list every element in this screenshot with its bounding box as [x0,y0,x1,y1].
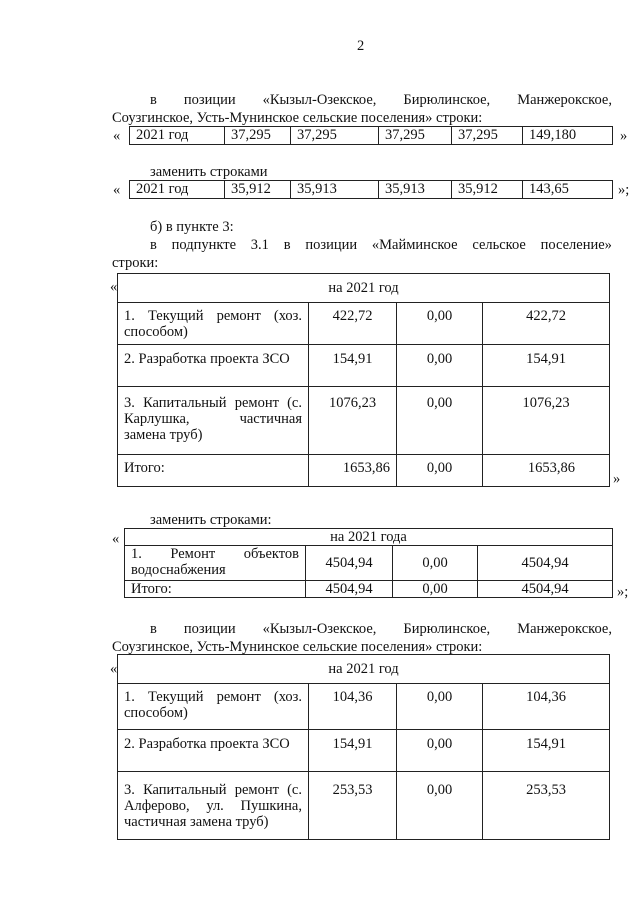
table-cell: 37,295 [225,127,291,145]
close-quote: » [620,128,628,144]
word: в [283,237,291,253]
cell-value: 0,00 [393,546,478,581]
table-header-row [118,655,610,684]
table-cell: 37,295 [379,127,452,145]
sub31-line1 [150,237,612,253]
cell-value: 0,00 [397,387,483,455]
table-cell: 2021 год [130,127,225,145]
cell-value: 104,36 [309,684,397,730]
table-row [118,345,610,387]
row-label: 1. Текущий ремонт (хоз. способом) [118,303,309,345]
cell-value: 0,00 [397,772,483,840]
row-label: Итого: [118,455,309,487]
row-label: 1. Текущий ремонт (хоз. способом) [118,684,309,730]
table-cell: 35,912 [452,181,523,199]
cell-value: 0,00 [397,303,483,345]
open-quote: « [112,531,120,547]
word: Бирюлинское, [403,621,491,637]
values-table-2 [129,180,613,199]
table-cell: 37,295 [291,127,379,145]
table-cell: 2021 год [130,181,225,199]
table-row [130,181,613,199]
row-label: 3. Капитальный ремонт (с. Карлушка, частичная замена труб) [118,387,309,455]
word: Бирюлинское, [403,92,491,108]
cell-value: 422,72 [309,303,397,345]
table-row [118,387,610,455]
block4-line1 [150,621,612,637]
table-row [118,730,610,772]
cell-value: 1653,86 [309,455,397,487]
word: в [150,621,157,637]
table-total-row [125,581,613,598]
word: «Майминское [371,237,458,253]
open-quote: « [110,661,118,677]
sub31-line2: строки: [112,255,159,271]
replace-intro-2: заменить строками: [150,512,272,528]
open-quote: « [113,128,121,144]
close-quote: »; [617,584,629,600]
block1-line2: Соузгинское, Усть-Мунинское сельские поселения» строки: [112,110,483,126]
cell-value: 154,91 [309,730,397,772]
cell-value: 0,00 [397,730,483,772]
row-label: 2. Разработка проекта ЗСО [118,730,309,772]
table-cell: 143,65 [523,181,613,199]
cell-value: 0,00 [397,455,483,487]
table-header-row [125,529,613,546]
cell-value: 154,91 [309,345,397,387]
cell-value: 154,91 [483,730,610,772]
table-cell: 149,180 [523,127,613,145]
table-row [118,303,610,345]
cell-value: 4504,94 [306,581,393,598]
table-header: на 2021 год [118,274,610,303]
cell-value: 154,91 [483,345,610,387]
word: в [150,237,157,253]
cell-value: 0,00 [397,684,483,730]
table-header: на 2021 год [118,655,610,684]
word: «Кызыл-Озекское, [262,621,377,637]
word: Манжерокское, [517,92,612,108]
cell-value: 1076,23 [309,387,397,455]
point-b: б) в пункте 3: [150,219,234,235]
cell-value: 4504,94 [306,546,393,581]
cell-value: 253,53 [309,772,397,840]
word: позиции [183,621,236,637]
table-row [130,127,613,145]
word: подпункте [171,237,237,253]
cell-value: 1653,86 [483,455,610,487]
word: сельское [472,237,526,253]
cell-value: 4504,94 [478,546,613,581]
word: в [150,92,157,108]
word: «Кызыл-Озекское, [262,92,377,108]
close-quote: »; [618,182,630,198]
open-quote: « [110,279,118,295]
cell-value: 4504,94 [478,581,613,598]
table-cell: 35,912 [225,181,291,199]
table-cell: 35,913 [379,181,452,199]
word: поселение» [540,237,612,253]
table-cell: 37,295 [452,127,523,145]
word: позиции [305,237,358,253]
table-header-row [118,274,610,303]
repair-table-replacement [124,528,613,598]
table-header: на 2021 года [125,529,613,546]
repair-table-1 [117,273,610,487]
cell-value: 1076,23 [483,387,610,455]
table-row [118,772,610,840]
row-label: 1. Ремонт объектов водоснабжения [125,546,306,581]
values-table-1 [129,126,613,145]
row-label: 3. Капитальный ремонт (с. Алферово, ул. Пушкина, частичная замена труб) [118,772,309,840]
row-label: Итого: [125,581,306,598]
row-label: 2. Разработка проекта ЗСО [118,345,309,387]
replace-intro-1: заменить строками [150,164,268,180]
table-cell: 35,913 [291,181,379,199]
cell-value: 422,72 [483,303,610,345]
cell-value: 0,00 [397,345,483,387]
open-quote: « [113,182,121,198]
word: Манжерокское, [517,621,612,637]
block4-line2: Соузгинское, Усть-Мунинское сельские поселения» строки: [112,639,483,655]
repair-table-2 [117,654,610,840]
cell-value: 253,53 [483,772,610,840]
word: 3.1 [250,237,269,253]
cell-value: 0,00 [393,581,478,598]
table-total-row [118,455,610,487]
block1-line1 [150,92,612,108]
word: позиции [183,92,236,108]
table-row [125,546,613,581]
cell-value: 104,36 [483,684,610,730]
table-row [118,684,610,730]
close-quote: » [613,471,621,487]
page-number: 2 [357,38,365,54]
